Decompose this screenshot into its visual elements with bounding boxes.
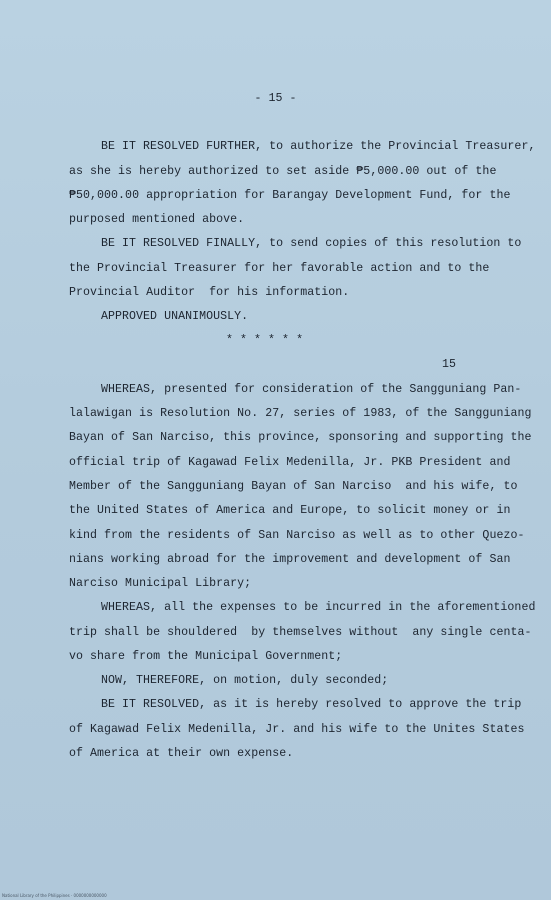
text-line: vo share from the Municipal Government; — [69, 650, 343, 663]
approved-line: APPROVED UNANIMOUSLY. — [101, 310, 249, 323]
page-number: - 15 - — [254, 92, 297, 105]
item-number: 15 — [442, 358, 457, 371]
text-line: the Provincial Treasurer for her favorable action and to the — [69, 262, 490, 275]
archive-footer: National Library of the Philippines · 0000000000000 — [2, 893, 107, 898]
text-line: WHEREAS, presented for consideration of the Sangguniang Pan- — [101, 383, 522, 396]
text-line: lalawigan is Resolution No. 27, series of 1983, of the Sangguniang — [69, 407, 532, 420]
text-line: trip shall be shouldered by themselves without any single centa- — [69, 626, 532, 639]
text-line: nians working abroad for the improvement and development of San — [69, 553, 511, 566]
text-line: of Kagawad Felix Medenilla, Jr. and his wife to the Unites States — [69, 723, 525, 736]
text-line: ₱50,000.00 appropriation for Barangay Development Fund, for the — [69, 189, 511, 202]
text-line: kind from the residents of San Narciso as well as to other Quezo- — [69, 529, 525, 542]
text-line: of America at their own expense. — [69, 747, 294, 760]
text-line: Narciso Municipal Library; — [69, 577, 252, 590]
text-line: BE IT RESOLVED FURTHER, to authorize the Provincial Treasurer, — [101, 140, 536, 153]
text-line: the United States of America and Europe, to solicit money or in — [69, 504, 511, 517]
separator-asterisks: * * * * * * — [226, 334, 304, 347]
text-line: WHEREAS, all the expenses to be incurred in the aforementioned — [101, 601, 536, 614]
text-line: BE IT RESOLVED, as it is hereby resolved to approve the trip — [101, 698, 522, 711]
text-line: Bayan of San Narciso, this province, sponsoring and supporting the — [69, 431, 532, 444]
text-line: BE IT RESOLVED FINALLY, to send copies of this resolution to — [101, 237, 522, 250]
text-line: as she is hereby authorized to set aside ₱5,000.00 out of the — [69, 165, 497, 178]
text-line: NOW, THEREFORE, on motion, duly seconded; — [101, 674, 389, 687]
text-line: Provincial Auditor for his information. — [69, 286, 350, 299]
text-line: Member of the Sangguniang Bayan of San Narciso and his wife, to — [69, 480, 518, 493]
text-line: official trip of Kagawad Felix Medenilla, Jr. PKB President and — [69, 456, 511, 469]
text-line: purposed mentioned above. — [69, 213, 245, 226]
